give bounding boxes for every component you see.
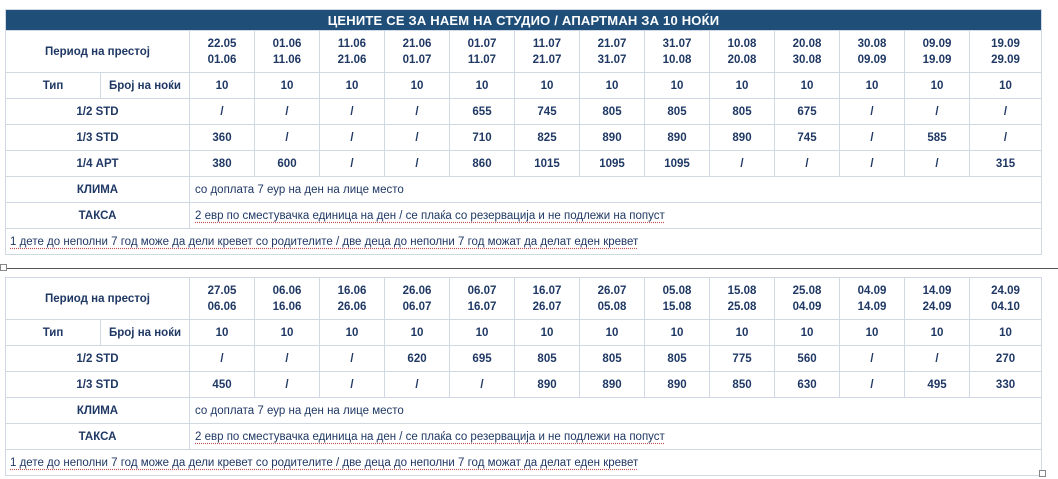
price-value: 805 xyxy=(515,346,580,372)
children-note: 1 дете до неполни 7 год може да дели кревет со родителите / две деца до неполни 7 год можат да делат еден кревет xyxy=(6,450,1042,476)
price-row xyxy=(6,151,1042,177)
price-value: / xyxy=(775,151,840,177)
price-value: 495 xyxy=(905,372,970,398)
nights-label: Број на ноќи xyxy=(101,73,190,99)
table-1 xyxy=(5,9,1042,255)
price-table-1 xyxy=(5,9,1041,255)
nights-value: 10 xyxy=(190,320,255,346)
period-to: 29.09 xyxy=(991,53,1020,66)
period-cell xyxy=(840,31,905,73)
object-anchor-marker xyxy=(0,264,7,271)
nights-value: 10 xyxy=(710,320,775,346)
nights-value: 10 xyxy=(840,320,905,346)
period-from: 11.06 xyxy=(337,37,367,50)
nights-value: 10 xyxy=(580,73,645,99)
nights-value: 10 xyxy=(710,73,775,99)
price-value: 1095 xyxy=(580,151,645,177)
price-value: 890 xyxy=(710,125,775,151)
period-to: 24.09 xyxy=(922,300,952,313)
period-to: 09.09 xyxy=(857,53,887,66)
period-cell xyxy=(385,278,450,320)
price-value: / xyxy=(970,99,1042,125)
period-cell xyxy=(970,278,1042,320)
period-cell xyxy=(580,31,645,73)
price-value: / xyxy=(840,346,905,372)
klima-text: со доплата 7 еур на ден на лице место xyxy=(190,177,1042,203)
nights-value: 10 xyxy=(775,73,840,99)
nights-value: 10 xyxy=(385,320,450,346)
children-note: 1 дете до неполни 7 год може да дели кревет со родителите / две деца до неполни 7 год можат да делат еден кревет xyxy=(6,229,1042,255)
nights-value: 10 xyxy=(580,320,645,346)
price-value: / xyxy=(905,99,970,125)
period-from: 14.09 xyxy=(922,284,952,297)
nights-value: 10 xyxy=(190,73,255,99)
period-cell xyxy=(320,31,385,73)
nights-value: 10 xyxy=(385,73,450,99)
price-value: 890 xyxy=(645,372,710,398)
period-cell xyxy=(255,278,320,320)
period-cell xyxy=(775,31,840,73)
price-value: 710 xyxy=(450,125,515,151)
period-to: 04.09 xyxy=(792,300,822,313)
period-from: 15.08 xyxy=(727,284,757,297)
period-from: 04.09 xyxy=(857,284,887,297)
period-from: 26.07 xyxy=(597,284,627,297)
price-value: 805 xyxy=(580,346,645,372)
price-value: 745 xyxy=(515,99,580,125)
room-type: 1/2 STD xyxy=(6,346,190,372)
period-cell xyxy=(190,278,255,320)
price-table-2 xyxy=(5,277,1041,476)
price-value: 805 xyxy=(710,99,775,125)
type-label: Тип xyxy=(6,320,101,346)
room-type: 1/3 STD xyxy=(6,125,190,151)
period-cell xyxy=(710,31,775,73)
price-value: 890 xyxy=(515,372,580,398)
price-value: 655 xyxy=(450,99,515,125)
price-value: / xyxy=(905,151,970,177)
period-from: 30.08 xyxy=(857,37,887,50)
price-value: 890 xyxy=(580,125,645,151)
period-cell xyxy=(515,31,580,73)
price-value: / xyxy=(840,372,905,398)
nights-value: 10 xyxy=(645,320,710,346)
period-to: 21.06 xyxy=(337,53,367,66)
period-to: 01.07 xyxy=(402,53,432,66)
klima-text: со доплата 7 еур на ден на лице место xyxy=(190,398,1042,424)
period-from: 09.09 xyxy=(922,37,952,50)
period-from: 01.07 xyxy=(467,37,497,50)
nights-value: 10 xyxy=(255,320,320,346)
period-row xyxy=(6,278,1042,320)
price-row xyxy=(6,372,1042,398)
nights-value: 10 xyxy=(775,320,840,346)
price-value: 1095 xyxy=(645,151,710,177)
nights-value: 10 xyxy=(905,320,970,346)
period-from: 05.08 xyxy=(662,284,692,297)
section-divider xyxy=(0,268,1058,269)
period-from: 21.06 xyxy=(402,37,432,50)
period-to: 10.08 xyxy=(662,53,692,66)
price-value: 1015 xyxy=(515,151,580,177)
period-from: 06.06 xyxy=(272,284,302,297)
period-cell xyxy=(385,31,450,73)
period-to: 31.07 xyxy=(597,53,627,66)
price-value: / xyxy=(255,372,320,398)
period-from: 24.09 xyxy=(991,284,1020,297)
period-to: 06.07 xyxy=(402,300,432,313)
type-label: Тип xyxy=(6,73,101,99)
period-to: 16.07 xyxy=(467,300,497,313)
klima-label: КЛИМА xyxy=(6,398,190,424)
period-from: 10.08 xyxy=(727,37,757,50)
period-to: 21.07 xyxy=(532,53,562,66)
period-from: 01.06 xyxy=(272,37,302,50)
period-from: 26.06 xyxy=(402,284,432,297)
note-row xyxy=(6,450,1042,476)
price-value: 330 xyxy=(970,372,1042,398)
nights-row xyxy=(6,73,1042,99)
price-value: / xyxy=(190,99,255,125)
price-value: / xyxy=(320,125,385,151)
period-to: 14.09 xyxy=(857,300,887,313)
price-row xyxy=(6,125,1042,151)
period-cell xyxy=(190,31,255,73)
taksa-text: 2 евр по сместувачка единица на ден / се плаќа со резервација и не подлежи на попуст xyxy=(190,203,1042,229)
price-value: / xyxy=(385,99,450,125)
nights-value: 10 xyxy=(320,320,385,346)
period-cell xyxy=(255,31,320,73)
resize-handle-marker xyxy=(1039,470,1046,477)
period-to: 30.08 xyxy=(792,53,822,66)
table-2 xyxy=(5,277,1042,476)
klima-row xyxy=(6,177,1042,203)
period-label: Период на престој xyxy=(6,31,190,73)
nights-value: 10 xyxy=(320,73,385,99)
nights-row xyxy=(6,320,1042,346)
price-value: / xyxy=(905,346,970,372)
period-cell xyxy=(905,278,970,320)
klima-label: КЛИМА xyxy=(6,177,190,203)
period-cell xyxy=(320,278,385,320)
nights-value: 10 xyxy=(515,73,580,99)
taksa-label: ТАКСА xyxy=(6,424,190,450)
period-from: 25.08 xyxy=(792,284,822,297)
nights-value: 10 xyxy=(450,73,515,99)
price-value: / xyxy=(255,125,320,151)
price-value: / xyxy=(840,99,905,125)
price-value: 450 xyxy=(190,372,255,398)
period-from: 11.07 xyxy=(532,37,562,50)
period-to: 25.08 xyxy=(727,300,757,313)
price-value: / xyxy=(385,372,450,398)
period-from: 27.05 xyxy=(207,284,237,297)
price-value: 675 xyxy=(775,99,840,125)
period-to: 04.10 xyxy=(991,300,1020,313)
price-value: 850 xyxy=(710,372,775,398)
nights-value: 10 xyxy=(645,73,710,99)
period-cell xyxy=(710,278,775,320)
taksa-text: 2 евр по сместувачка единица на ден / се плаќа со резервација и не подлежи на попуст xyxy=(190,424,1042,450)
nights-value: 10 xyxy=(905,73,970,99)
price-value: 360 xyxy=(190,125,255,151)
taksa-row xyxy=(6,424,1042,450)
nights-value: 10 xyxy=(450,320,515,346)
nights-value: 10 xyxy=(255,73,320,99)
price-value: 620 xyxy=(385,346,450,372)
period-cell xyxy=(775,278,840,320)
price-value: 890 xyxy=(645,125,710,151)
period-to: 11.06 xyxy=(272,53,302,66)
period-to: 06.06 xyxy=(207,300,237,313)
period-from: 21.07 xyxy=(597,37,627,50)
price-value: 890 xyxy=(580,372,645,398)
nights-label: Број на ноќи xyxy=(101,320,190,346)
period-to: 20.08 xyxy=(727,53,757,66)
period-cell xyxy=(645,31,710,73)
period-cell xyxy=(580,278,645,320)
price-value: / xyxy=(320,346,385,372)
nights-value: 10 xyxy=(970,320,1042,346)
price-value: / xyxy=(970,125,1042,151)
price-value: / xyxy=(450,372,515,398)
taksa-row xyxy=(6,203,1042,229)
nights-value: 10 xyxy=(515,320,580,346)
price-value: / xyxy=(840,151,905,177)
price-value: 560 xyxy=(775,346,840,372)
price-value: / xyxy=(840,125,905,151)
period-row xyxy=(6,31,1042,73)
price-value: 695 xyxy=(450,346,515,372)
room-type: 1/3 STD xyxy=(6,372,190,398)
price-row xyxy=(6,346,1042,372)
period-from: 31.07 xyxy=(662,37,692,50)
nights-value: 10 xyxy=(970,73,1042,99)
price-value: / xyxy=(320,151,385,177)
price-value: / xyxy=(255,346,320,372)
period-cell xyxy=(645,278,710,320)
price-value: / xyxy=(385,125,450,151)
period-cell xyxy=(515,278,580,320)
room-type: 1/4 АРТ xyxy=(6,151,190,177)
period-from: 06.07 xyxy=(467,284,497,297)
period-to: 01.06 xyxy=(207,53,237,66)
price-value: 825 xyxy=(515,125,580,151)
period-from: 16.06 xyxy=(337,284,367,297)
period-to: 11.07 xyxy=(467,53,497,66)
room-type: 1/2 STD xyxy=(6,99,190,125)
price-value: / xyxy=(190,346,255,372)
period-to: 16.06 xyxy=(272,300,302,313)
klima-row xyxy=(6,398,1042,424)
price-value: / xyxy=(710,151,775,177)
period-to: 19.09 xyxy=(922,53,952,66)
price-value: 805 xyxy=(645,346,710,372)
period-cell xyxy=(905,31,970,73)
price-value: 315 xyxy=(970,151,1042,177)
price-value: 745 xyxy=(775,125,840,151)
price-value: / xyxy=(255,99,320,125)
period-cell xyxy=(840,278,905,320)
period-from: 19.09 xyxy=(991,37,1020,50)
period-to: 05.08 xyxy=(597,300,627,313)
nights-value: 10 xyxy=(840,73,905,99)
period-to: 15.08 xyxy=(662,300,692,313)
taksa-label: ТАКСА xyxy=(6,203,190,229)
period-label: Период на престој xyxy=(6,278,190,320)
price-value: 860 xyxy=(450,151,515,177)
period-from: 22.05 xyxy=(207,37,237,50)
price-value: / xyxy=(320,99,385,125)
price-value: 630 xyxy=(775,372,840,398)
price-value: / xyxy=(385,151,450,177)
period-cell xyxy=(450,278,515,320)
note-row xyxy=(6,229,1042,255)
period-cell xyxy=(970,31,1042,73)
price-value: 270 xyxy=(970,346,1042,372)
price-value: 380 xyxy=(190,151,255,177)
period-to: 26.06 xyxy=(337,300,367,313)
period-from: 16.07 xyxy=(532,284,562,297)
price-value: 775 xyxy=(710,346,775,372)
table-title: ЦЕНИТЕ СЕ ЗА НАЕМ НА СТУДИО / АПАРТМАН ЗА 10 НОЌИ xyxy=(6,10,1042,31)
price-value: 805 xyxy=(645,99,710,125)
price-value: 585 xyxy=(905,125,970,151)
period-to: 26.07 xyxy=(532,300,562,313)
period-from: 20.08 xyxy=(792,37,822,50)
price-value: 600 xyxy=(255,151,320,177)
period-cell xyxy=(450,31,515,73)
price-value: / xyxy=(320,372,385,398)
price-value: 805 xyxy=(580,99,645,125)
price-row xyxy=(6,99,1042,125)
